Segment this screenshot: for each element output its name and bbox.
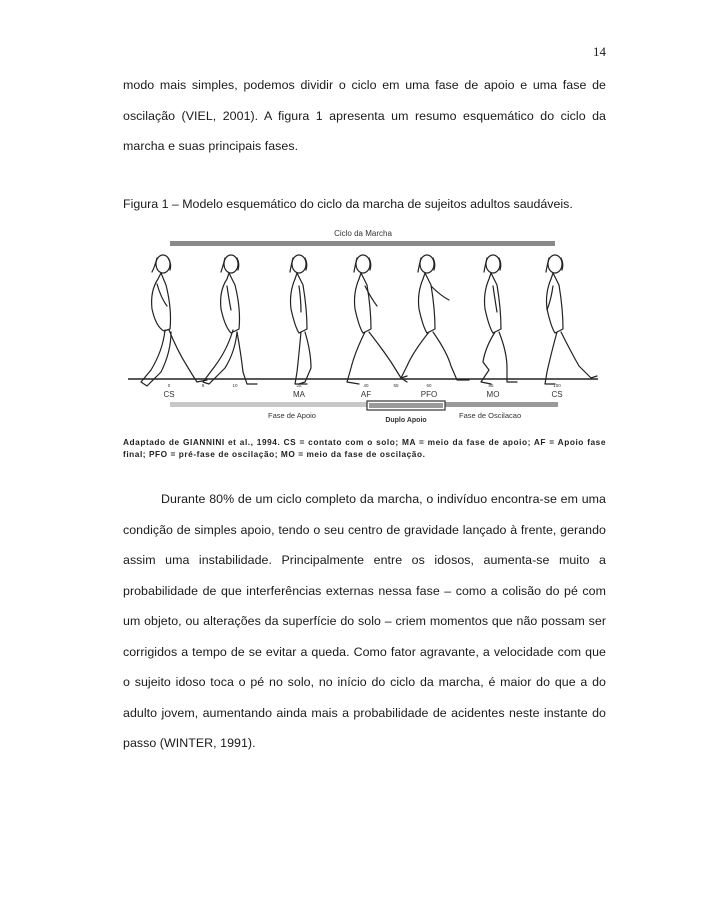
swing-phase-bar bbox=[428, 402, 558, 407]
phase-marker: CS bbox=[551, 390, 563, 399]
tick-number: 8 bbox=[201, 383, 205, 388]
walker-figure bbox=[203, 255, 257, 384]
phase-marker: MO bbox=[486, 390, 500, 399]
gait-cycle-diagram bbox=[123, 222, 608, 432]
walker-figure bbox=[545, 255, 597, 384]
tick-number: 60 bbox=[426, 383, 432, 388]
phase-marker: CS bbox=[163, 390, 175, 399]
paragraph-body: Durante 80% de um ciclo completo da marcha, o indivíduo encontra-se em uma condição de simples apoio, tendo o seu centro de gravidade lançado à frente, gerando assim uma instabilidade. Principalmente entre os idosos, aumenta-se muito a probabilidade de que interferências externas nessa fase – como a colisão do pé com um objeto, ou alterações da superfície do solo – criem momentos que não possam ser corrigidos a tempo de se evitar a queda. Como fator agravante, a velocidade com que o sujeito idoso toca o pé no solo, no início do ciclo da marcha, é maior do que a do adulto jovem, aumentando ainda mais a probabilidade de acidentes neste instante do passo (WINTER, 1991). bbox=[123, 492, 606, 750]
walker-figure bbox=[347, 255, 407, 384]
double-support-label: Duplo Apoio bbox=[385, 417, 427, 424]
swing-phase-label: Fase de Oscilacao bbox=[459, 411, 522, 420]
phase-marker: MA bbox=[293, 390, 305, 399]
paragraph-intro: modo mais simples, podemos dividir o ciclo em uma fase de apoio e uma fase de oscilação (VIEL, 2001). A figura 1 apresenta um resumo esquemático do ciclo da marcha e suas principais fases. bbox=[123, 78, 606, 153]
page-number: 14 bbox=[593, 44, 606, 59]
tick-numbers bbox=[168, 383, 562, 388]
cycle-bar bbox=[170, 241, 555, 246]
figure-note: Adaptado de GIANNINI et al., 1994. CS = contato com o solo; MA = meio da fase de apoio; AF = Apoio fase final; PFO = pré-fase de oscilação; MO = meio da fase de oscilação. bbox=[123, 437, 606, 459]
cycle-label: Ciclo da Marcha bbox=[334, 229, 392, 238]
support-phase-label: Fase de Apoio bbox=[268, 411, 316, 420]
tick-number: 10 bbox=[232, 383, 238, 388]
walker-figure bbox=[481, 255, 517, 384]
double-support-fill bbox=[369, 403, 443, 408]
phase-marker: AF bbox=[360, 390, 372, 399]
phase-marker: PFO bbox=[420, 390, 438, 399]
tick-number: 55 bbox=[393, 383, 399, 388]
tick-number: 100 bbox=[553, 383, 561, 388]
tick-number: 85 bbox=[488, 383, 494, 388]
tick-number: 25 bbox=[296, 383, 302, 388]
tick-number: 40 bbox=[363, 383, 369, 388]
gait-cycle-figure bbox=[123, 222, 608, 432]
phase-markers bbox=[163, 390, 562, 399]
figure-caption: Figura 1 – Modelo esquemático do ciclo da marcha de sujeitos adultos saudáveis. bbox=[123, 197, 573, 211]
walking-figures bbox=[141, 255, 597, 386]
walker-figure bbox=[290, 255, 311, 384]
walker-figure bbox=[401, 255, 469, 382]
tick-number: 0 bbox=[167, 383, 171, 388]
walker-figure bbox=[141, 255, 207, 386]
